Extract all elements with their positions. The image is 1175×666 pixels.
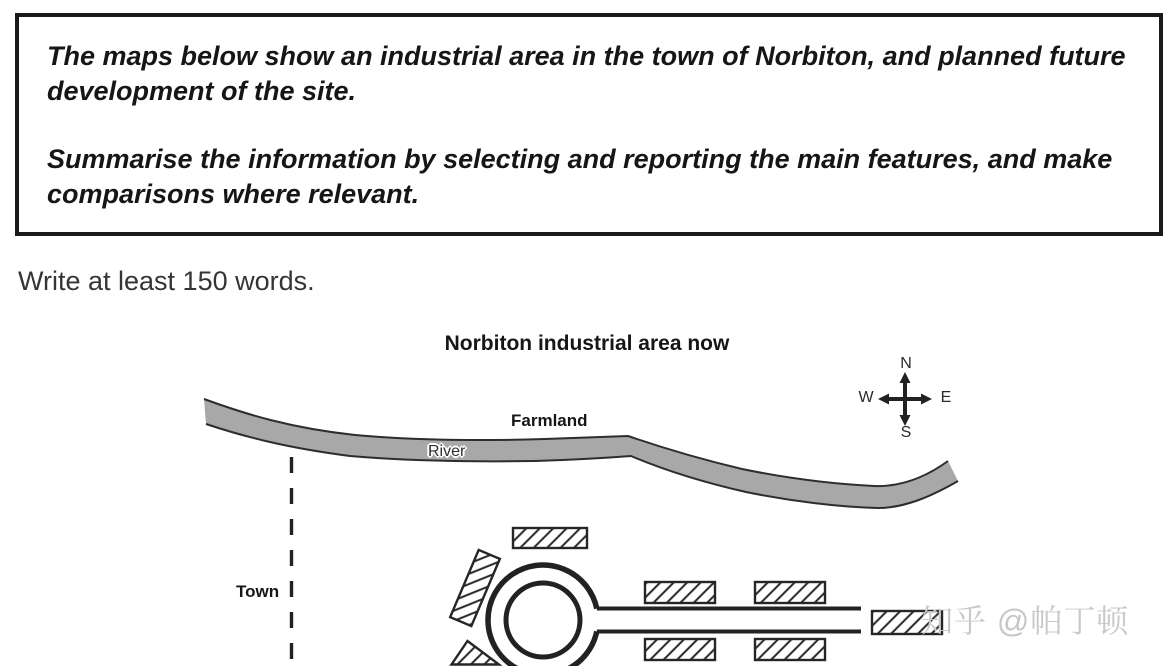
river-label: River bbox=[428, 443, 466, 460]
town-label: Town bbox=[236, 582, 280, 601]
zhihu-watermark: 知乎 @帕丁顿 bbox=[921, 603, 1130, 639]
task-paragraph-1: The maps below show an industrial area in the town of Norbiton, and planned future development of the site. bbox=[47, 41, 1126, 106]
compass-east-label: E bbox=[940, 389, 952, 406]
factory-building-road-south-1 bbox=[645, 639, 715, 660]
map-title: Norbiton industrial area now bbox=[444, 332, 730, 355]
compass-north-label: N bbox=[900, 355, 912, 372]
compass-south-label: S bbox=[900, 424, 912, 441]
task-paragraph-2: Summarise the information by selecting and reporting the main features, and make comparisons where relevant. bbox=[47, 144, 1113, 209]
farmland-label: Farmland bbox=[511, 411, 588, 430]
compass-east-arrowhead bbox=[921, 394, 932, 405]
factory-building-road-south-2 bbox=[755, 639, 825, 660]
compass-west-arrowhead bbox=[878, 394, 889, 405]
factory-building-north bbox=[513, 528, 587, 548]
roundabout-inner-circle bbox=[506, 583, 580, 657]
compass-north-arrowhead bbox=[900, 372, 911, 383]
compass-rose-icon bbox=[878, 372, 932, 426]
factory-building-road-north-1 bbox=[645, 582, 715, 603]
word-count-instruction: Write at least 150 words. bbox=[18, 266, 315, 296]
compass-west-label: W bbox=[858, 389, 874, 406]
factory-building-road-north-2 bbox=[755, 582, 825, 603]
